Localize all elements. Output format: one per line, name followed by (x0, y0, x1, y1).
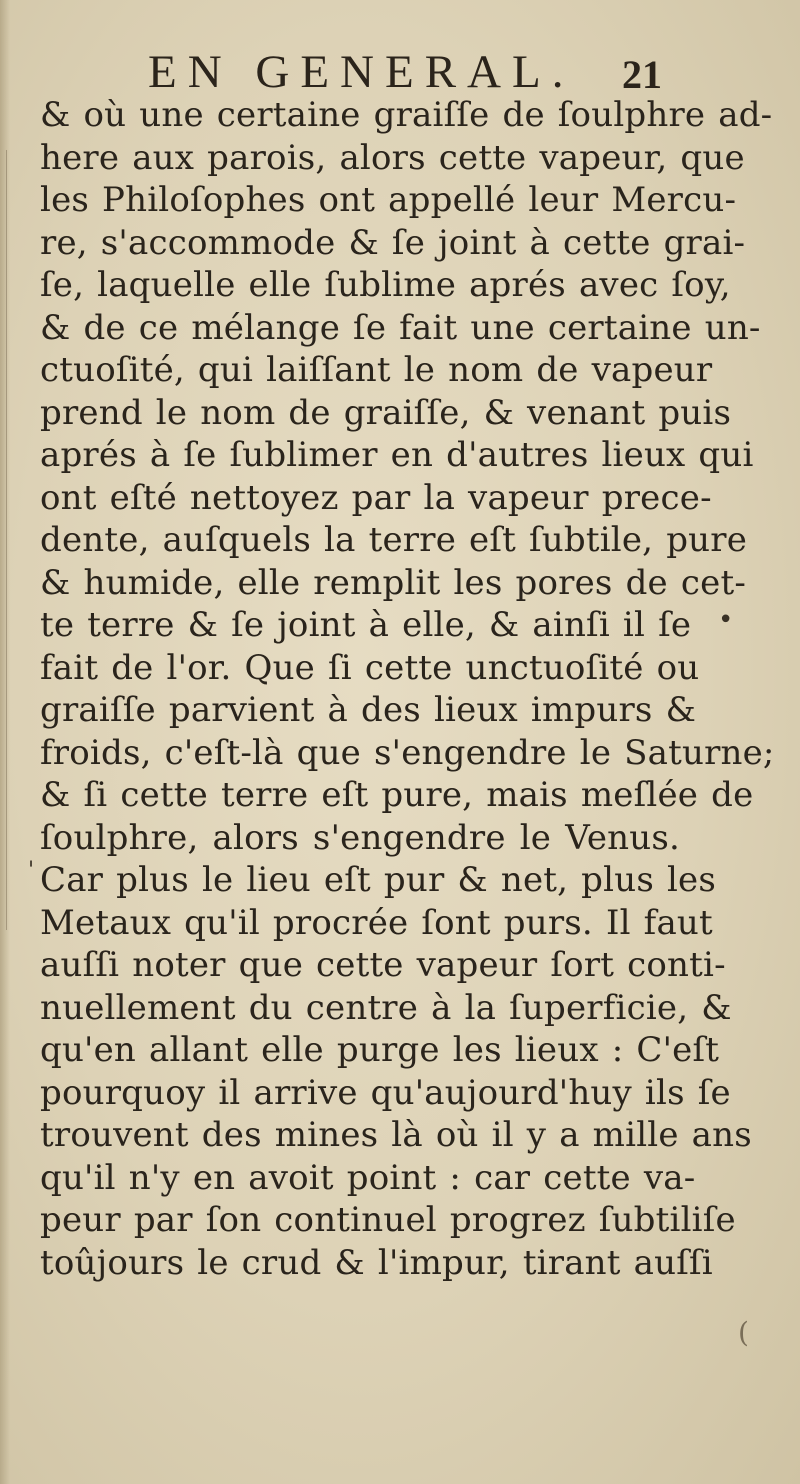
right-margin-mark: • (718, 605, 734, 635)
text-line: here aux parois, alors cette vapeur, que (40, 137, 745, 178)
gutter-line (6, 150, 7, 930)
page-edge-shadow (0, 0, 10, 1484)
text-line: prend le nom de graiſſe, & venant puis (40, 392, 732, 433)
page-number: 21 (622, 52, 662, 97)
text-line: fait de l'or. Que ſi cette unctuoſité ou (40, 647, 700, 688)
text-line: Metaux qu'il procrée ſont purs. Il faut (40, 902, 713, 943)
text-line: auſſi noter que cette vapeur ſort conti- (40, 945, 726, 985)
text-line: & où une certaine graiſſe de ſoulphre ad- (40, 95, 773, 135)
text-line: & de ce mélange ſe fait une certaine un- (40, 307, 761, 348)
text-line: qu'en allant elle purge les lieux : C'eſt (40, 1030, 720, 1070)
bottom-right-margin-mark: ( (738, 1316, 749, 1349)
left-margin-mark: ' (28, 858, 35, 883)
running-title: EN GENERAL. (148, 46, 575, 98)
text-line: pourquoy il arrive qu'aujourd'huy ils ſe (40, 1072, 731, 1113)
body-text (40, 94, 775, 1284)
page-header (0, 40, 800, 100)
text-line: trouvent des mines là où il y a mille ans (40, 1115, 752, 1155)
text-line: toûjours le crud & l'impur, tirant auſſi (40, 1242, 713, 1283)
text-line: aprés à ſe ſublimer en d'autres lieux qui (40, 435, 754, 475)
text-line: re, s'accommode & ſe joint à cette grai- (40, 222, 746, 263)
text-line: nuellement du centre à la ſuperficie, & (40, 987, 732, 1028)
text-line: froids, c'eſt-là que s'engendre le Saturne; (40, 732, 775, 773)
text-line: graiſſe parvient à des lieux impurs & (40, 690, 697, 730)
text-line: qu'il n'y en avoit point : car cette va- (40, 1157, 696, 1198)
text-line: les Philoſophes ont appellé leur Mercu- (40, 180, 737, 220)
text-line: & ſi cette terre eſt pure, mais meſlée de (40, 775, 754, 815)
text-line: ont eſté nettoyez par la vapeur prece- (40, 477, 712, 518)
text-line: te terre & ſe joint à elle, & ainſi il ſe (40, 605, 692, 645)
text-line: Car plus le lieu eſt pur & net, plus les (40, 860, 717, 900)
text-line: ſe, laquelle elle ſublime aprés avec ſoy, (40, 265, 731, 305)
text-line: ſoulphre, alors s'engendre le Venus. (40, 817, 680, 858)
text-line: & humide, elle remplit les pores de cet- (40, 562, 747, 603)
text-line: peur par ſon continuel progrez ſubtiliſe (40, 1200, 736, 1240)
text-line: dente, auſquels la terre eſt ſubtile, pure (40, 520, 748, 560)
text-line: ctuoſité, qui laiſſant le nom de vapeur (40, 350, 713, 390)
